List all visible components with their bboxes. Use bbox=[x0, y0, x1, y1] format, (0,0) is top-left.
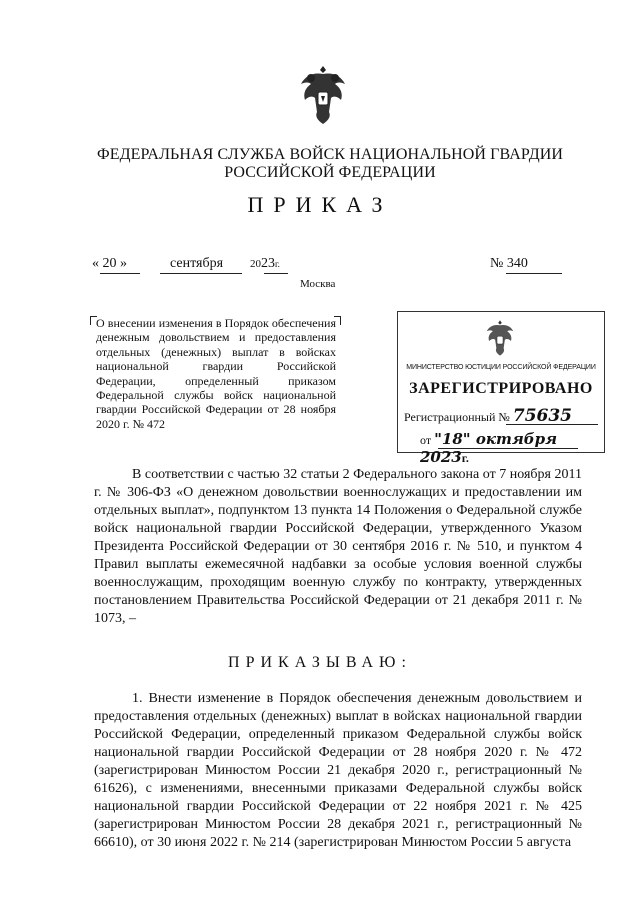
stamp-reg-label: Регистрационный № bbox=[404, 410, 510, 424]
coat-of-arms-emblem bbox=[295, 62, 351, 128]
document-type-title: ПРИКАЗ bbox=[247, 192, 393, 217]
stamp-reg-g: г. bbox=[461, 451, 469, 465]
order-year-prefix: 20 bbox=[250, 258, 261, 270]
stamp-reg-date: "18" октября 2023 bbox=[420, 430, 558, 466]
decree-heading: ПРИКАЗЫВАЮ: bbox=[228, 654, 412, 671]
order-day: « 20 » bbox=[92, 256, 127, 271]
order-year-g: г. bbox=[275, 259, 280, 269]
stamp-reg-number-row bbox=[404, 406, 572, 426]
order-month: сентября bbox=[170, 256, 224, 271]
organization-name bbox=[60, 146, 600, 182]
order-year-suffix: 23 bbox=[261, 256, 275, 271]
preamble-paragraph bbox=[94, 466, 582, 628]
order-number bbox=[490, 256, 528, 272]
city: Москва bbox=[300, 278, 336, 290]
item-1-text: 1. Внести изменение в Порядок обеспечения денежным довольствием и предоставления отдельных (денежных) выплат в войсках национальной гвардии Российской Федерации, определенный приказом Федеральной службы войск национальной гвардии Российской Федерации от 28 ноября 2020 г. № 472 (зарегистрирован Минюстом России 21 декабря 2020 г., регистрационный № 61626), с изменениями, внесенными приказами Федеральной службы войск национальной гвардии Российской Федерации от 22 ноября 2021 г. № 425 (зарегистрирован Минюстом России 28 декабря 2021 г., регистрационный № 66610), от 30 июня 2022 г. № 214 (зарегистрирован Минюстом России 5 августа bbox=[94, 691, 582, 850]
stamp-reg-number: 75635 bbox=[512, 406, 573, 426]
registration-stamp bbox=[397, 311, 605, 466]
stamp-ministry: МИНИСТЕРСТВО ЮСТИЦИИ РОССИЙСКОЙ ФЕДЕРАЦИИ bbox=[406, 364, 596, 371]
order-subject bbox=[96, 316, 336, 431]
stamp-from-label: от bbox=[420, 433, 432, 447]
order-year bbox=[250, 256, 280, 272]
order-number-prefix: № bbox=[490, 256, 504, 271]
organization-line-2: РОССИЙСКОЙ ФЕДЕРАЦИИ bbox=[224, 164, 436, 181]
organization-line-1: ФЕДЕРАЛЬНАЯ СЛУЖБА ВОЙСК НАЦИОНАЛЬНОЙ ГВАРДИИ bbox=[96, 146, 564, 163]
order-number-value: 340 bbox=[506, 256, 528, 271]
item-1-paragraph bbox=[94, 690, 582, 852]
stamp-emblem-icon bbox=[482, 318, 518, 358]
order-subject-text: О внесении изменения в Порядок обеспечения денежным довольствием и предоставления отдельных (денежных) выплат в войсках национальной гвардии Российской Федерации, определенный приказом Федеральной службы войск национальной гвардии Российской Федерации от 28 ноября 2020 г. № 472 bbox=[96, 316, 336, 431]
preamble-text: В соответствии с частью 32 статьи 2 Федерального закона от 7 ноября 2011 г. № 306-ФЗ «О денежном довольствии военнослужащих и предоставлении им отдельных выплат», подпунктом 13 пункта 14 Положения о Федеральной службе войск национальной гвардии Российской Федерации, утвержденного Указом Президента Российской Федерации от 30 сентября 2016 г. № 510, и пунктом 4 Правил выплаты ежемесячной надбавки за особые условия военной службы военнослужащим, проходящим военную службу по контракту, утвержденных постановлением Правительства Российской Федерации от 21 декабря 2011 г. № 1073, – bbox=[94, 467, 582, 626]
stamp-registered: ЗАРЕГИСТРИРОВАНО bbox=[409, 380, 593, 397]
